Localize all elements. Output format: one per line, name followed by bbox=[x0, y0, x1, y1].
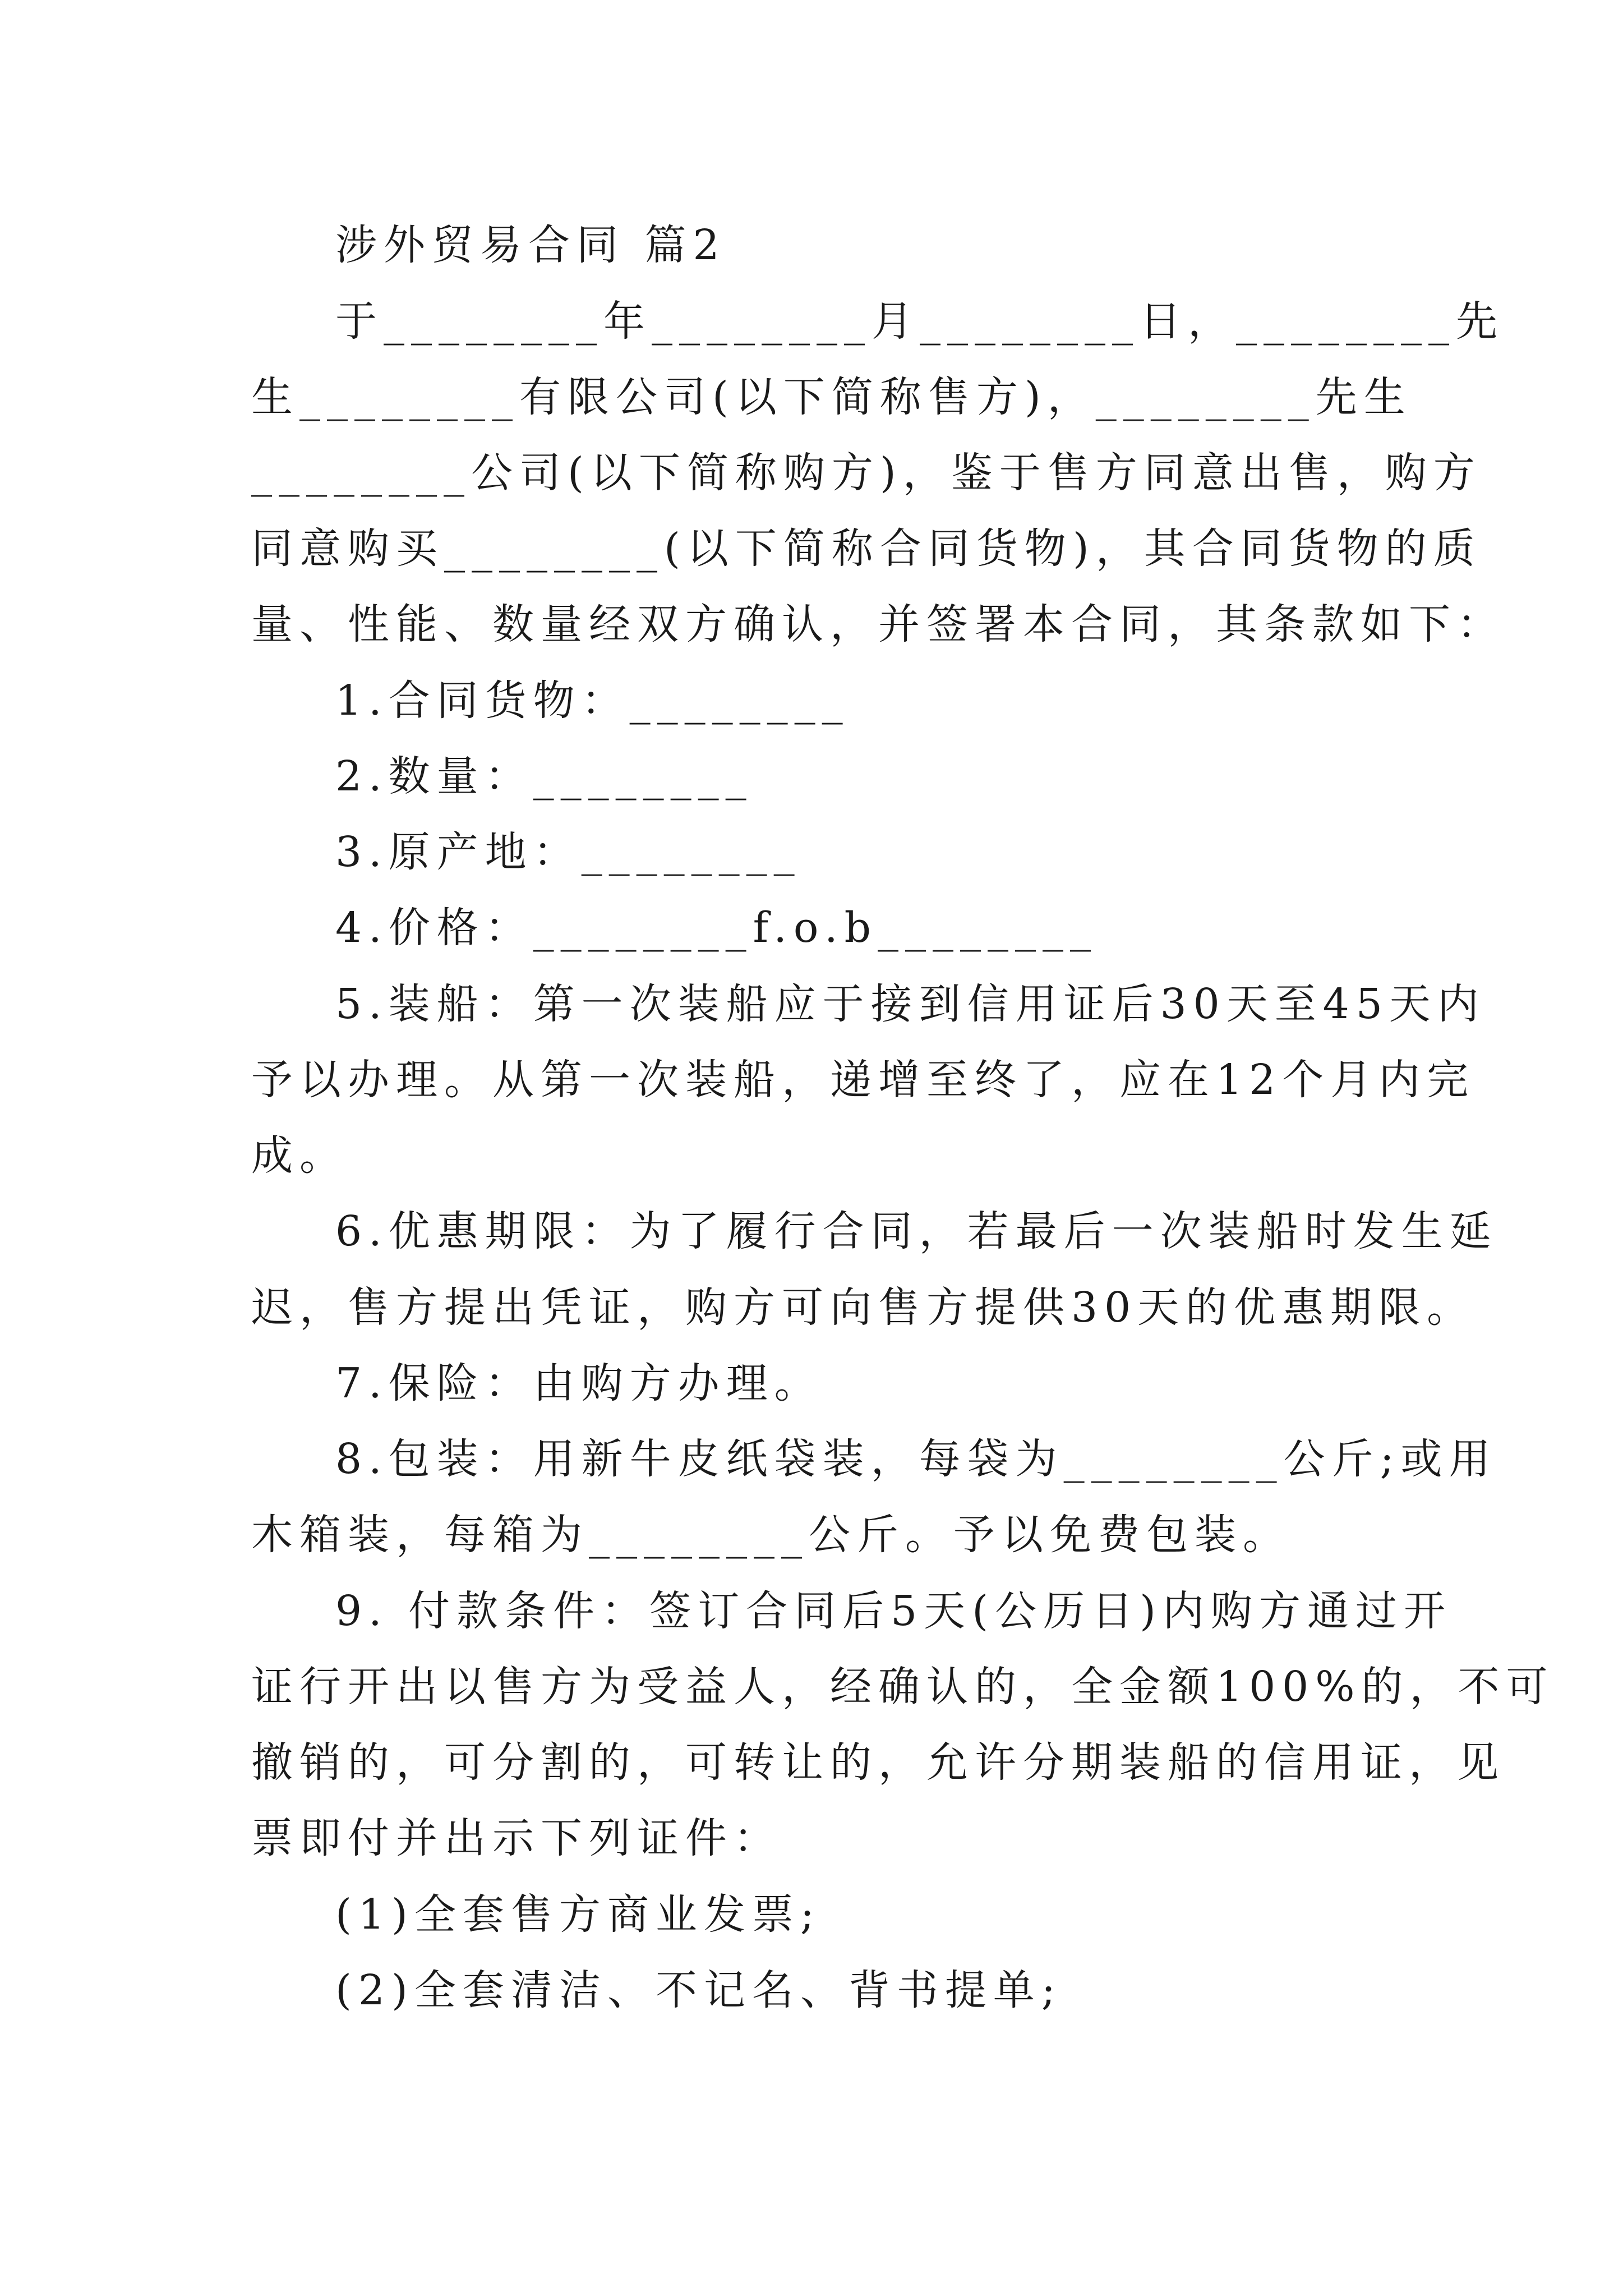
paragraph-line: 于________年________月________日，________先 bbox=[335, 297, 1504, 346]
clause-line: 5.装船：第一次装船应于接到信用证后30天至45天内 bbox=[335, 980, 1486, 1028]
paragraph-line: 予以办理。从第一次装船，递增至终了，应在12个月内完 bbox=[251, 1056, 1476, 1104]
clause-line: 2.数量：________ bbox=[335, 752, 753, 800]
paragraph-line: 生________有限公司(以下简称售方)，________先生 bbox=[251, 373, 1412, 421]
document-title: 涉外贸易合同 篇2 bbox=[335, 221, 726, 269]
paragraph-line: 票即付并出示下列证件： bbox=[251, 1814, 782, 1862]
list-item: (2)全套清洁、不记名、背书提单; bbox=[335, 1966, 1062, 2014]
paragraph-line: 撤销的，可分割的，可转让的，允许分期装船的信用证，见 bbox=[251, 1738, 1505, 1787]
list-item: (1)全套售方商业发票; bbox=[335, 1890, 821, 1939]
clause-line: 7.保险：由购方办理。 bbox=[335, 1359, 823, 1407]
paragraph-line: 同意购买________(以下简称合同货物)，其合同货物的质 bbox=[251, 524, 1482, 573]
clause-line: 8.包装：用新牛皮纸袋装，每袋为________公斤;或用 bbox=[335, 1435, 1497, 1483]
clause-line: 3.原产地：________ bbox=[335, 828, 801, 876]
paragraph-line: 成。 bbox=[251, 1131, 348, 1180]
paragraph-line: 量、性能、数量经双方确认，并签署本合同，其条款如下： bbox=[251, 600, 1505, 648]
paragraph-line: ________公司(以下简称购方)，鉴于售方同意出售，购方 bbox=[251, 449, 1482, 497]
paragraph-line: 证行开出以售方为受益人，经确认的，全金额100%的，不可 bbox=[251, 1663, 1555, 1711]
clause-line: 1.合同货物：________ bbox=[335, 677, 850, 725]
clause-line: 6.优惠期限：为了履行合同，若最后一次装船时发生延 bbox=[335, 1207, 1498, 1255]
paragraph-line: 木箱装，每箱为________公斤。予以免费包装。 bbox=[251, 1511, 1291, 1559]
clause-line: 9. 付款条件：签订合同后5天(公历日)内购方通过开 bbox=[335, 1587, 1452, 1635]
clause-line: 4.价格：________f.o.b________ bbox=[335, 904, 1098, 952]
paragraph-line: 迟，售方提出凭证，购方可向售方提供30天的优惠期限。 bbox=[251, 1283, 1476, 1332]
